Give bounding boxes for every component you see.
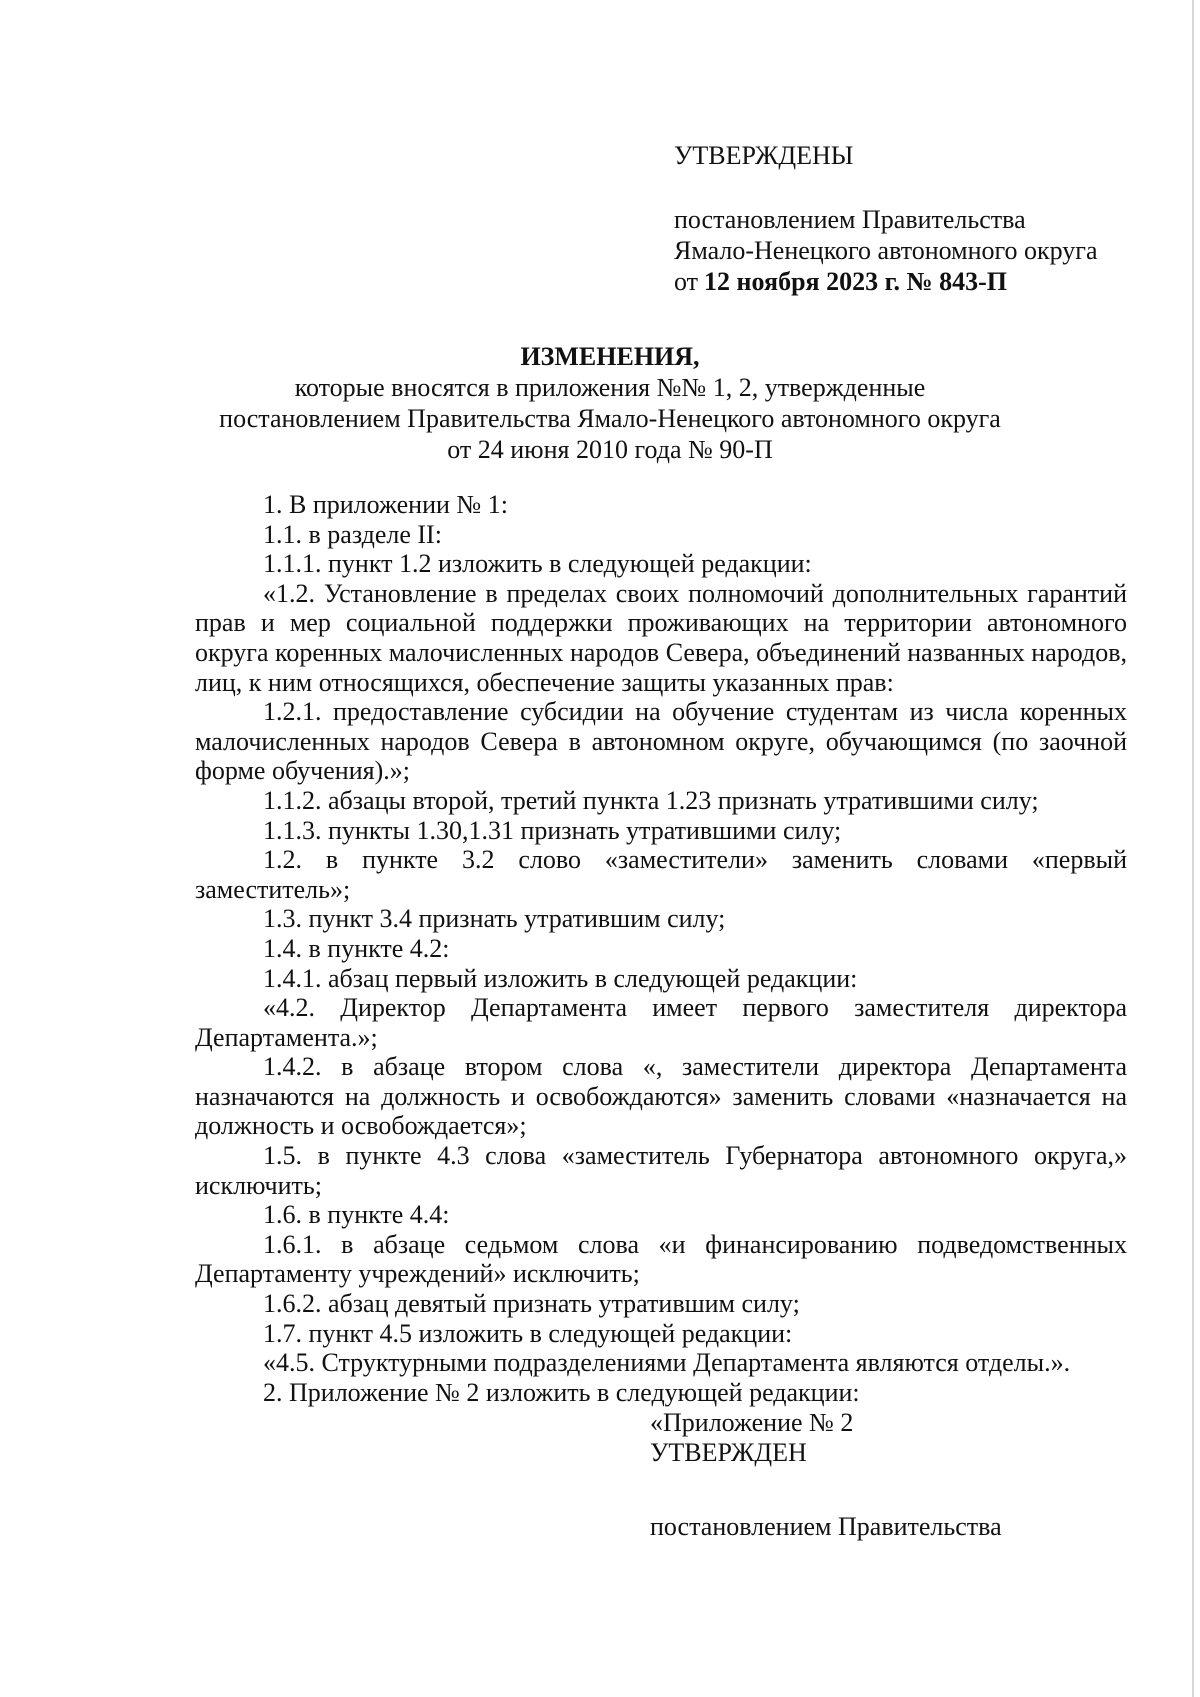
approval-block — [674, 140, 1098, 297]
paragraph: 1.5. в пункте 4.3 слова «заместитель Губернатора автономного округа,» исключить; — [195, 1141, 1127, 1200]
approval-date-prefix: от — [674, 267, 699, 296]
paragraph: 1.6.1. в абзаце седьмом слова «и финансированию подведомственных Департаменту учреждений» исключить; — [195, 1229, 1127, 1289]
paragraph: 1. В приложении № 1: — [263, 490, 508, 519]
title-block — [190, 341, 1030, 465]
paragraph: 1.1.3. пункты 1.30,1.31 признать утратившими силу; — [263, 815, 842, 845]
paragraph: «4.2. Директор Департамента имеет первого заместителя директора Департамента.»; — [195, 993, 1127, 1052]
paragraph: 1.6. в пункте 4.4: — [263, 1200, 450, 1230]
document-title: ИЗМЕНЕНИЯ, — [520, 342, 700, 371]
paragraph: 1.2. в пункте 3.2 слово «заместители» заменить словами «первый заместитель»; — [195, 845, 1127, 904]
approval-date-line — [674, 266, 1098, 297]
paragraph: 1.1. в разделе II: — [263, 519, 442, 549]
title-line-3: от 24 июня 2010 года № 90-П — [447, 435, 773, 464]
paragraph: «1.2. Установление в пределах своих полномочий дополнительных гарантий прав и мер социальной поддержки проживающих на территории автономного округа коренных малочисленных народов Севера, объединений названных народов, лиц, к ним относящихся, обеспечение защиты указанных прав: — [195, 578, 1127, 697]
appendix-line-3: постановлением Правительства — [650, 1512, 1002, 1541]
appendix-line-2: УТВЕРЖДЕН — [650, 1438, 807, 1467]
approval-stamp: УТВЕРЖДЕНЫ — [674, 141, 854, 170]
paragraph: 1.7. пункт 4.5 изложить в следующей редакции: — [263, 1318, 793, 1348]
paragraph: 1.1.2. абзацы второй, третий пункта 1.23 признать утратившими силу; — [263, 785, 1039, 815]
paragraph: 1.1.1. пункт 1.2 изложить в следующей редакции: — [263, 549, 812, 579]
paragraph: 2. Приложение № 2 изложить в следующей редакции: — [263, 1377, 860, 1407]
paragraph: «4.5. Структурными подразделениями Департамента являются отделы.». — [263, 1348, 1071, 1378]
paragraph: 1.4.2. в абзаце втором слова «, заместители директора Департамента назначаются на должность и освобождаются» заменить словами «назначается на должность и освобождается»; — [195, 1052, 1127, 1141]
approval-date-value: 12 ноября 2023 г. № 843-П — [704, 267, 1007, 296]
paragraph: 1.4.1. абзац первый изложить в следующей редакции: — [263, 963, 858, 993]
paragraph: 1.2.1. предоставление субсидии на обучение студентам из числа коренных малочисленных народов Севера в автономном округе, обучающимся (по заочной форме обучения).»; — [195, 697, 1127, 786]
paragraph: 1.4. в пункте 4.2: — [263, 933, 450, 963]
paragraph: 1.6.2. абзац девятый признать утратившим силу; — [263, 1289, 800, 1319]
paragraph: 1.3. пункт 3.4 признать утратившим силу; — [263, 904, 726, 934]
approval-line-1: постановлением Правительства — [674, 205, 1026, 234]
appendix-line-1: «Приложение № 2 — [650, 1408, 854, 1437]
appendix-header — [650, 1408, 1002, 1542]
document-body — [195, 490, 1127, 1407]
approval-line-2: Ямало-Ненецкого автономного округа — [674, 236, 1098, 265]
title-line-2: постановлением Правительства Ямало-Ненецкого автономного округа — [219, 404, 1001, 433]
page-edge — [1192, 0, 1194, 1697]
title-line-1: которые вносятся в приложения №№ 1, 2, утвержденные — [294, 373, 926, 402]
